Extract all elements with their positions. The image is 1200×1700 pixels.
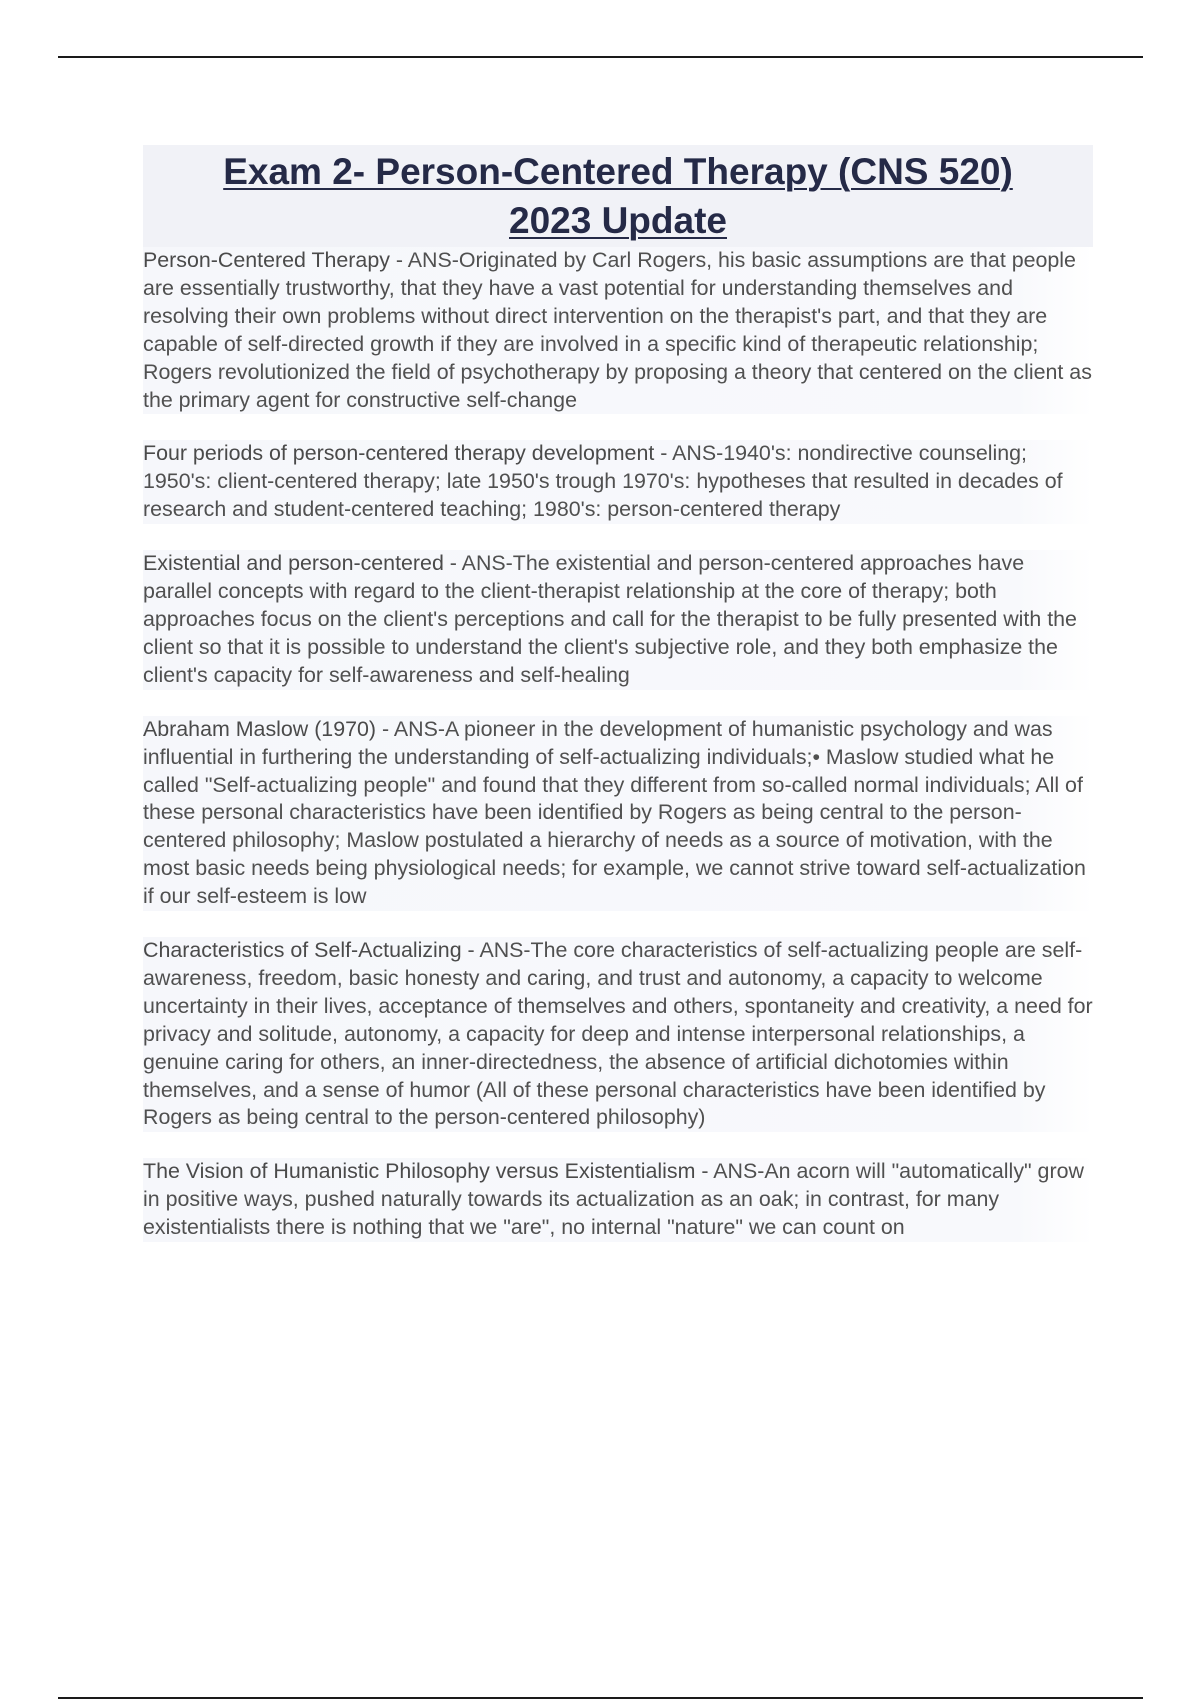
document-title [143, 145, 1093, 247]
entry-term: Abraham Maslow (1970) [143, 716, 377, 741]
entry-definition: The core characteristics of self-actualizing people are self-awareness, freedom, basic honesty and caring, and trust and autonomy, a capacity to welcome uncertainty in their lives, acceptance of themselves and others, spontaneity and creativity, a need for privacy and solitude, autonomy, a capacity for deep and intense interpersonal relationships, a genuine caring for others, an inner-directedness, the absence of artificial dichotomies within themselves, and a sense of humor (All of these personal characteristics have been identified by Rogers as being central to the person-centered philosophy) [143, 938, 1093, 1130]
entry-separator: - ANS- [376, 716, 445, 741]
entry-definition: A pioneer in the development of humanistic psychology and was influential in furthering the understanding of self-actualizing individuals;• Maslow studied what he called "Self-actualizing people" and found that they different from so-called normal individuals; All of these personal characteristics have been identified by Rogers as being central to the person-centered philosophy; Maslow postulated a hierarchy of needs as a source of motivation, with the most basic needs being physiological needs; for example, we cannot strive toward self-actualization if our self-esteem is low [143, 716, 1086, 909]
entry-term: Existential and person-centered [143, 551, 444, 576]
entry-term: Four periods of person-centered therapy development [143, 441, 655, 466]
page-content [143, 145, 1093, 1268]
entry-term: The Vision of Humanistic Philosophy versus Existentialism [143, 1159, 696, 1184]
entry-separator: - ANS- [695, 1159, 765, 1184]
entry-four-periods [143, 440, 1093, 524]
bottom-rule [58, 1697, 1143, 1699]
entry-separator: - ANS- [654, 441, 724, 466]
entry-person-centered-therapy [143, 247, 1093, 414]
entry-existential-and-person-centered [143, 550, 1093, 690]
entry-definition: The existential and person-centered approaches have parallel concepts with regard to the client-therapist relationship at the core of therapy; both approaches focus on the client's perceptions and call for the therapist to be fully presented with the client so that it is possible to understand the client's subjective role, and they both emphasize the client's capacity for self-awareness and self-healing [143, 551, 1077, 687]
entry-definition: Originated by Carl Rogers, his basic assumptions are that people are essentially trustworthy, that they have a vast potential for understanding themselves and resolving their own problems without direct intervention on the therapist's part, and that they are capable of self-directed growth if they are involved in a specific kind of therapeutic relationship; Rogers revolutionized the field of psychotherapy by proposing a theory that centered on the client as the primary agent for constructive self-change [143, 248, 1092, 412]
title-line-1: Exam 2- Person-Centered Therapy (CNS 520) [223, 151, 1013, 192]
entry-abraham-maslow [143, 716, 1093, 911]
title-line-2: 2023 Update [509, 200, 727, 241]
top-rule [58, 56, 1143, 58]
entry-term: Characteristics of Self-Actualizing [143, 938, 462, 963]
entry-characteristics-self-actualizing [143, 937, 1093, 1132]
entry-separator: - ANS- [389, 248, 459, 272]
entry-separator: - ANS- [461, 938, 531, 963]
entry-separator: - ANS- [443, 551, 513, 576]
entry-definition: An acorn will "automatically" grow in positive ways, pushed naturally towards its actualization as an oak; in contrast, for many existentialists there is nothing that we "are", no internal "nature" we can count on [143, 1159, 1084, 1240]
entry-definition: 1940's: nondirective counseling; 1950's: client-centered therapy; late 1950's trough 1970's: hypotheses that resulted in decades of research and student-centered teaching; 1980's: person-centered therapy [143, 441, 1063, 522]
entry-list [143, 247, 1093, 1242]
entry-vision-humanistic-philosophy [143, 1158, 1093, 1242]
entry-term: Person-Centered Therapy [143, 248, 390, 272]
